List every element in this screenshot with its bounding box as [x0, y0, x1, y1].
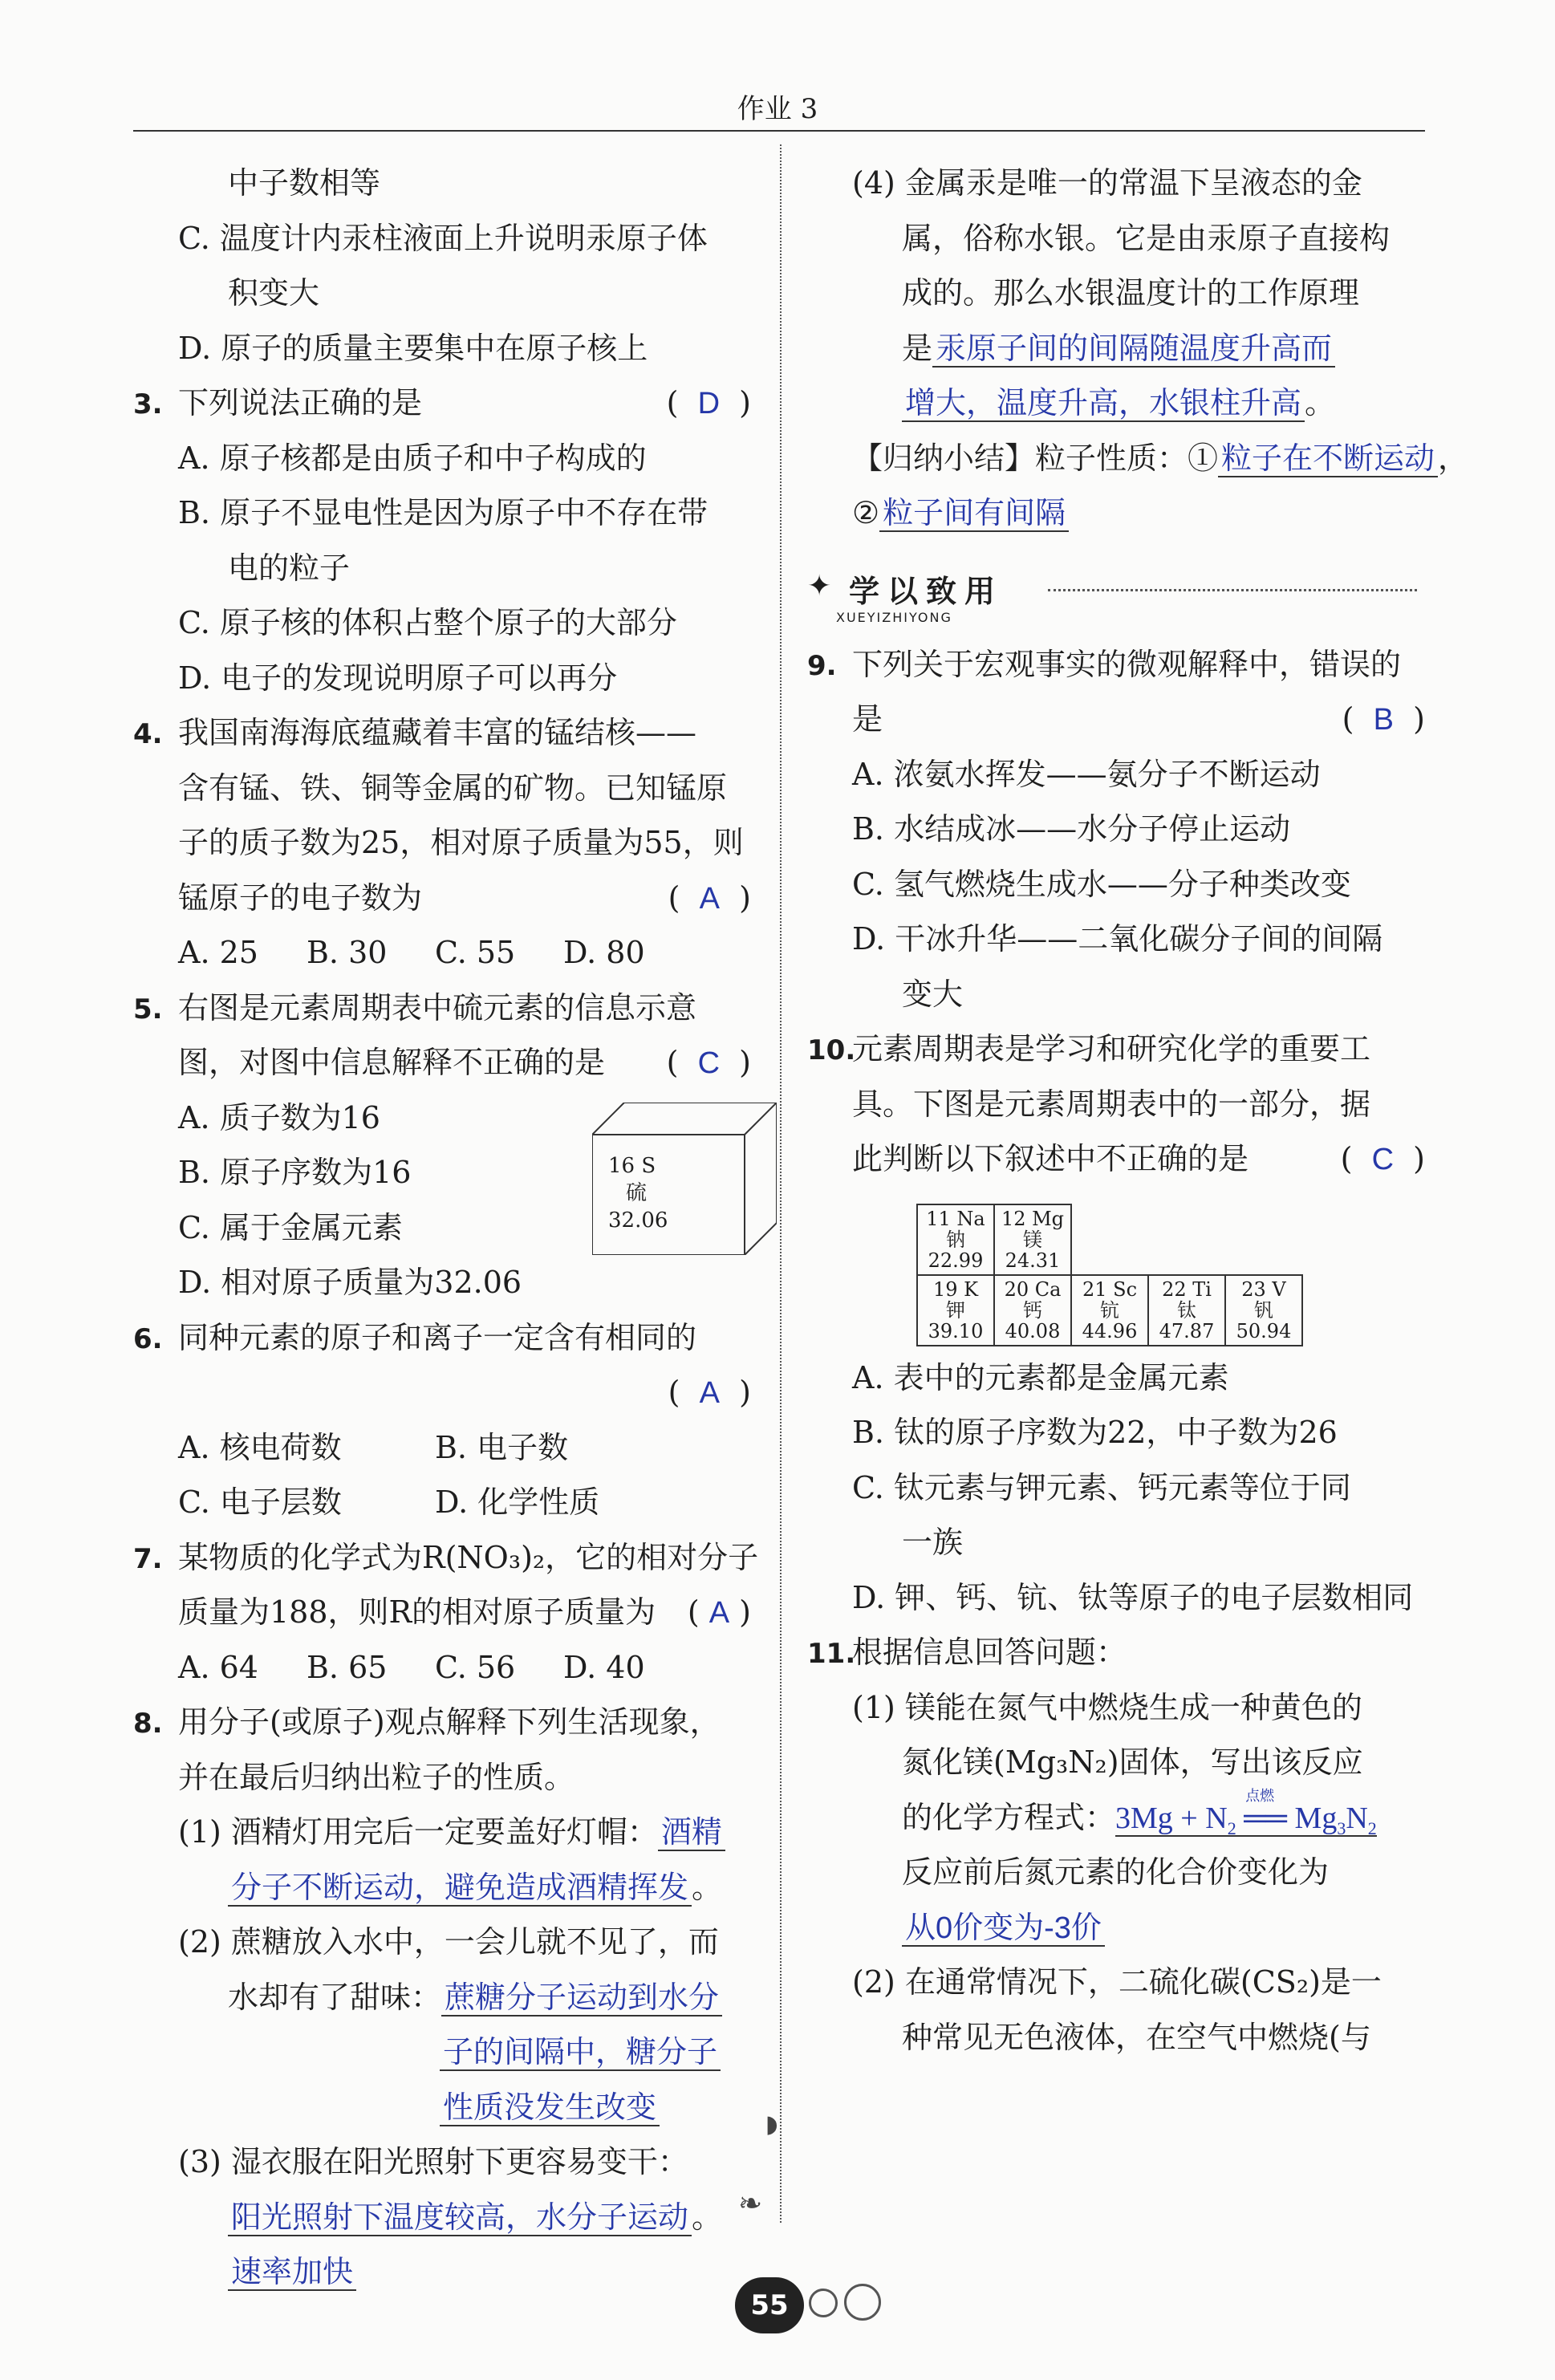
q11-part1-2: 氮化镁(Mg₃N₂)固体，写出该反应	[902, 1744, 1363, 1780]
q8-part4-5	[807, 376, 1425, 431]
empty-cell	[1148, 1204, 1225, 1275]
q7-options	[133, 1640, 751, 1696]
q8-part4-answer-2: 增大，温度升高，水银柱升高	[902, 387, 1305, 422]
q7-stem	[133, 1530, 759, 1586]
cell-name: 钾	[946, 1299, 965, 1322]
q8-stem	[133, 1695, 751, 1750]
period: 。	[692, 1869, 723, 1905]
element-cell	[994, 1204, 1071, 1275]
chemical-equation	[1115, 1787, 1377, 1838]
circle-icon	[809, 2289, 838, 2317]
table-row	[917, 1275, 1302, 1346]
page-header: 作业 3	[737, 93, 818, 125]
q4-number: 4.	[133, 718, 163, 750]
q7-text-2: 质量为188，则R的相对原子质量为	[178, 1594, 656, 1630]
q8-part1-answer: 酒精	[658, 1816, 725, 1851]
q6-stem	[133, 1310, 751, 1366]
q5-option-a: A. 质子数为16	[178, 1099, 380, 1135]
q8-part4-pre: 是	[902, 330, 933, 366]
eq-right: Mg	[1294, 1801, 1338, 1835]
q10-option-b: B. 钛的原子序数为22，中子数为26	[852, 1415, 1338, 1450]
q3-option-c: C. 原子核的体积占整个原子的大部分	[178, 605, 677, 640]
q5-option-c: C. 属于金属元素	[178, 1209, 403, 1245]
q11-part2: (2) 在通常情况下，二硫化碳(CS₂)是一	[852, 1964, 1382, 2000]
q8-part2-cont	[133, 1970, 751, 2025]
q9-number: 9.	[807, 649, 837, 682]
comma: ，	[1438, 440, 1469, 476]
q2-option-c-cont: 积变大	[228, 275, 320, 311]
q11-text: 根据信息回答问题：	[852, 1635, 1127, 1670]
q5-answer-slot: ( C )	[666, 1045, 751, 1080]
q8-part3-answer-line2	[133, 2244, 751, 2300]
banner-title: 学以致用	[849, 573, 1004, 609]
q10-option-d: D. 钾、钙、钪、钛等原子的电子层数相同	[852, 1579, 1414, 1615]
cell-mass: 24.31	[1005, 1249, 1061, 1272]
q8-part2-answer-line2	[133, 2025, 751, 2080]
q3-text: 下列说法正确的是	[178, 385, 423, 420]
q5-stem-2	[133, 1035, 751, 1090]
eq-sub: 2	[1227, 1817, 1236, 1838]
q4-answer-slot: ( A )	[668, 879, 751, 916]
q9-stem	[807, 637, 1425, 692]
q5-text-2: 图，对图中信息解释不正确的是	[178, 1045, 606, 1080]
cell-number-symbol: 22 Ti	[1162, 1278, 1212, 1301]
q3-option-b: B. 原子不显电性是因为原子中不存在带	[178, 495, 708, 530]
cell-name: 镁	[1023, 1229, 1042, 1251]
cell-mass: 47.87	[1159, 1320, 1215, 1342]
q10-stem-3	[807, 1131, 1425, 1187]
eq-right-n: N	[1346, 1801, 1368, 1835]
summary-line	[807, 431, 1469, 486]
q9-text-2: 是	[852, 701, 883, 737]
cell-number-symbol: 19 K	[932, 1278, 979, 1301]
summary-line-2	[807, 485, 1425, 541]
q2-option-d: D. 原子的质量主要集中在原子核上	[178, 330, 648, 366]
cell-mass: 50.94	[1236, 1320, 1292, 1342]
q3-answer-slot: ( D )	[666, 385, 751, 420]
q5-stem	[133, 981, 751, 1036]
q7-number: 7.	[133, 1542, 163, 1575]
q6-option-d: D. 化学性质	[435, 1484, 600, 1520]
q4-option: D. 80	[563, 935, 645, 970]
summary-answer-1: 粒子在不断运动	[1218, 442, 1438, 477]
q11-stem	[807, 1625, 1425, 1680]
cell-number-symbol: 11 Na	[926, 1208, 985, 1230]
q4-option: B. 30	[307, 935, 388, 970]
q8-part3-answer-line	[133, 2190, 751, 2245]
cell-mass: 40.08	[1005, 1320, 1061, 1342]
q8-part4-4	[807, 321, 1425, 376]
banner-dotted-rule	[1048, 589, 1417, 591]
q10-stem-2: 具。下图是元素周期表中的一部分，据	[852, 1086, 1371, 1122]
element-cell	[1148, 1275, 1225, 1346]
cell-mass: 39.10	[928, 1320, 984, 1342]
q8-part2-answer-3: 性质没发生改变	[440, 2091, 660, 2126]
q3-option-a: A. 原子核都是由质子和中子构成的	[178, 440, 647, 476]
q4-option: C. 55	[435, 935, 516, 970]
element-cell	[1225, 1275, 1302, 1346]
q11-part1-3	[807, 1787, 1425, 1846]
q7-answer: A	[708, 1596, 730, 1630]
q9-answer-slot: ( B )	[1342, 701, 1425, 737]
element-cell	[994, 1275, 1071, 1346]
q10-option-c: C. 钛元素与钾元素、钙元素等位于同	[852, 1469, 1351, 1505]
q6-option-c: C. 电子层数	[178, 1484, 342, 1520]
q9-stem-2	[807, 692, 1425, 747]
q4-answer: A	[699, 881, 721, 916]
q4-stem	[133, 705, 751, 761]
eq-arrow: 点燃 ══	[1244, 1791, 1287, 1846]
q4-stem-3: 子的质子数为25，相对原子质量为55，则	[178, 825, 744, 860]
q11-part1-4: 反应前后氮元素的化合价变化为	[902, 1854, 1330, 1890]
element-cell	[917, 1275, 994, 1346]
q5-number: 5.	[133, 993, 163, 1026]
q11-part1-5	[807, 1900, 1425, 1956]
q8-part3-answer-2: 速率加快	[228, 2256, 356, 2291]
q6-options-row2	[133, 1475, 751, 1530]
empty-cell	[1071, 1204, 1148, 1275]
element-cell	[1071, 1275, 1148, 1346]
q8-part1	[133, 1805, 751, 1860]
q11-part1-answer: 从0价变为-3价	[902, 1911, 1105, 1947]
eq-left: 3Mg + N	[1115, 1801, 1228, 1835]
banner-pinyin: XUEYIZHIYONG	[836, 610, 952, 625]
q11-number: 11.	[807, 1638, 856, 1670]
q9-option-a: A. 浓氨水挥发——氨分子不断运动	[852, 756, 1321, 792]
table-row	[917, 1204, 1302, 1275]
q6-answer-slot: ( A )	[668, 1375, 751, 1410]
q4-options	[133, 925, 751, 981]
eq-sub: 3	[1337, 1817, 1346, 1838]
q7-option: C. 56	[435, 1649, 516, 1685]
element-number-symbol: 16 S	[608, 1154, 656, 1178]
q9-option-b: B. 水结成冰——水分子停止运动	[852, 811, 1291, 847]
q7-option: B. 65	[307, 1649, 388, 1685]
q8-part3: (3) 湿衣服在阳光照射下更容易变干：	[178, 2144, 688, 2179]
q6-options-row1	[133, 1420, 751, 1476]
q7-option: A. 64	[178, 1649, 258, 1685]
q3-answer: D	[697, 387, 721, 420]
q8-part4: (4) 金属汞是唯一的常温下呈液态的金	[852, 165, 1362, 201]
q3-option-d: D. 电子的发现说明原子可以再分	[178, 660, 618, 696]
q7-stem-2	[133, 1585, 751, 1640]
element-name: 硫	[626, 1181, 648, 1205]
q5-option-b: B. 原子序数为16	[178, 1155, 412, 1190]
q4-text: 我国南海海底蕴藏着丰富的锰结核——	[178, 715, 697, 750]
page-number: 55	[735, 2277, 804, 2333]
element-card-text	[608, 1152, 727, 1234]
q9-option-c: C. 氢气燃烧生成水——分子种类改变	[852, 866, 1351, 902]
q8-part4-2: 属，俗称水银。它是由汞原子直接构	[902, 220, 1391, 256]
periodic-table-excerpt	[916, 1204, 1303, 1346]
cell-name: 钙	[1023, 1299, 1042, 1322]
q7-option: D. 40	[563, 1649, 645, 1685]
cell-number-symbol: 20 Ca	[1004, 1278, 1062, 1301]
q8-part1-cont	[133, 1860, 751, 1915]
q3-number: 3.	[133, 388, 163, 420]
right-column	[807, 156, 1469, 2065]
q4-text-4: 锰原子的电子数为	[178, 879, 423, 916]
q4-stem-2: 含有锰、铁、铜等金属的矿物。已知锰原	[178, 770, 728, 806]
q5-text: 右图是元素周期表中硫元素的信息示意	[178, 989, 697, 1026]
q10-answer-slot: ( C )	[1340, 1141, 1425, 1176]
q10-option-c-cont: 一族	[902, 1525, 964, 1560]
element-cell	[917, 1204, 994, 1275]
cell-mass: 44.96	[1082, 1320, 1138, 1342]
q6-number: 6.	[133, 1322, 163, 1355]
q6-text: 同种元素的原子和离子一定含有相同的	[178, 1319, 697, 1355]
q5-option-d: D. 相对原子质量为32.06	[178, 1265, 522, 1300]
cell-number-symbol: 21 Sc	[1082, 1278, 1138, 1301]
q4-stem-4	[133, 871, 751, 926]
q8-part1-text: (1) 酒精灯用完后一定要盖好灯帽：	[178, 1814, 658, 1850]
summary-2-pre: ②	[852, 495, 880, 530]
q8-part3-answer: 阳光照射下温度较高，水分子运动	[228, 2201, 692, 2236]
cell-name: 钛	[1177, 1299, 1196, 1322]
period: 。	[1305, 385, 1336, 420]
sulfur-element-card	[592, 1103, 777, 1255]
cell-name: 钠	[946, 1229, 965, 1251]
q8-part2-answer: 蔗糖分子运动到水分	[441, 1981, 722, 2017]
q7-text: 某物质的化学式为R(NO₃)₂，它的相对分子	[178, 1539, 759, 1575]
q8-text: 用分子(或原子)观点解释下列生活现象，	[178, 1704, 721, 1740]
q8-part2-answer-line3	[133, 2080, 751, 2135]
q7-answer-slot: ( A )	[687, 1594, 751, 1630]
decorative-leaf-icon: ❧	[738, 2187, 763, 2220]
period: 。	[692, 2199, 723, 2235]
q6-option-a: A. 核电荷数	[178, 1429, 342, 1465]
q8-part2: (2) 蔗糖放入水中，一会儿就不见了，而	[178, 1924, 719, 1960]
q4-option: A. 25	[178, 935, 258, 970]
q6-answer: A	[699, 1376, 721, 1410]
q2-option-c: C. 温度计内汞柱液面上升说明汞原子体	[178, 220, 708, 256]
q8-part4-answer: 汞原子间的间隔随温度升高而	[932, 332, 1335, 368]
column-divider	[780, 144, 782, 2223]
header-rule	[133, 130, 1425, 132]
section-banner	[807, 562, 1425, 634]
eq-condition: 点燃	[1245, 1787, 1275, 1804]
q9-answer: B	[1373, 703, 1395, 737]
cell-name: 钒	[1254, 1299, 1273, 1322]
left-column	[133, 156, 759, 2300]
star-icon: ✦	[807, 570, 832, 603]
decorative-swoosh-icon: ◗	[765, 2110, 778, 2138]
q10-text-3: 此判断以下叙述中不正确的是	[852, 1141, 1249, 1176]
element-mass: 32.06	[608, 1208, 668, 1233]
q6-answer-line	[133, 1365, 751, 1420]
q9-text: 下列关于宏观事实的微观解释中，错误的	[852, 646, 1402, 682]
q8-part2-text: 水却有了甜味：	[228, 1979, 442, 2015]
q10-number: 10.	[807, 1034, 856, 1066]
q10-answer: C	[1371, 1143, 1395, 1176]
cell-mass: 22.99	[928, 1249, 984, 1272]
q6-option-b: B. 电子数	[435, 1429, 569, 1465]
empty-cell	[1225, 1204, 1302, 1275]
cell-number-symbol: 12 Mg	[1001, 1208, 1065, 1230]
q11-part2-2: 种常见无色液体，在空气中燃烧(与	[902, 2019, 1371, 2055]
summary-answer-2: 粒子间有间隔	[879, 497, 1069, 532]
q5-answer: C	[697, 1046, 721, 1080]
cell-number-symbol: 23 V	[1241, 1278, 1286, 1301]
q8-part2-answer-2: 子的间隔中，糖分子	[440, 2036, 721, 2071]
q11-part1-pre: 的化学方程式：	[902, 1799, 1116, 1835]
q8-part4-3: 成的。那么水银温度计的工作原理	[902, 275, 1360, 311]
summary-label: 【归纳小结】粒子性质：①	[852, 440, 1219, 476]
q10-text: 元素周期表是学习和研究化学的重要工	[852, 1031, 1371, 1066]
eq-sub: 2	[1367, 1817, 1377, 1838]
q8-stem-2: 并在最后归纳出粒子的性质。	[178, 1759, 575, 1795]
q3-option-b-cont: 电的粒子	[228, 550, 351, 586]
q9-option-d: D. 干冰升华——二氧化碳分子间的间隔	[852, 921, 1383, 956]
q8-number: 8.	[133, 1708, 163, 1740]
q2-line: 中子数相等	[228, 165, 381, 201]
q10-stem	[807, 1021, 1425, 1077]
cell-name: 钪	[1100, 1299, 1119, 1322]
q9-option-d-cont: 变大	[902, 976, 964, 1012]
circle-icon	[844, 2284, 881, 2321]
q11-part1: (1) 镁能在氮气中燃烧生成一种黄色的	[852, 1689, 1362, 1725]
q8-part1-answer-cont: 分子不断运动，避免造成酒精挥发	[228, 1871, 692, 1907]
q3-stem	[133, 376, 751, 431]
q10-option-a: A. 表中的元素都是金属元素	[852, 1359, 1229, 1395]
